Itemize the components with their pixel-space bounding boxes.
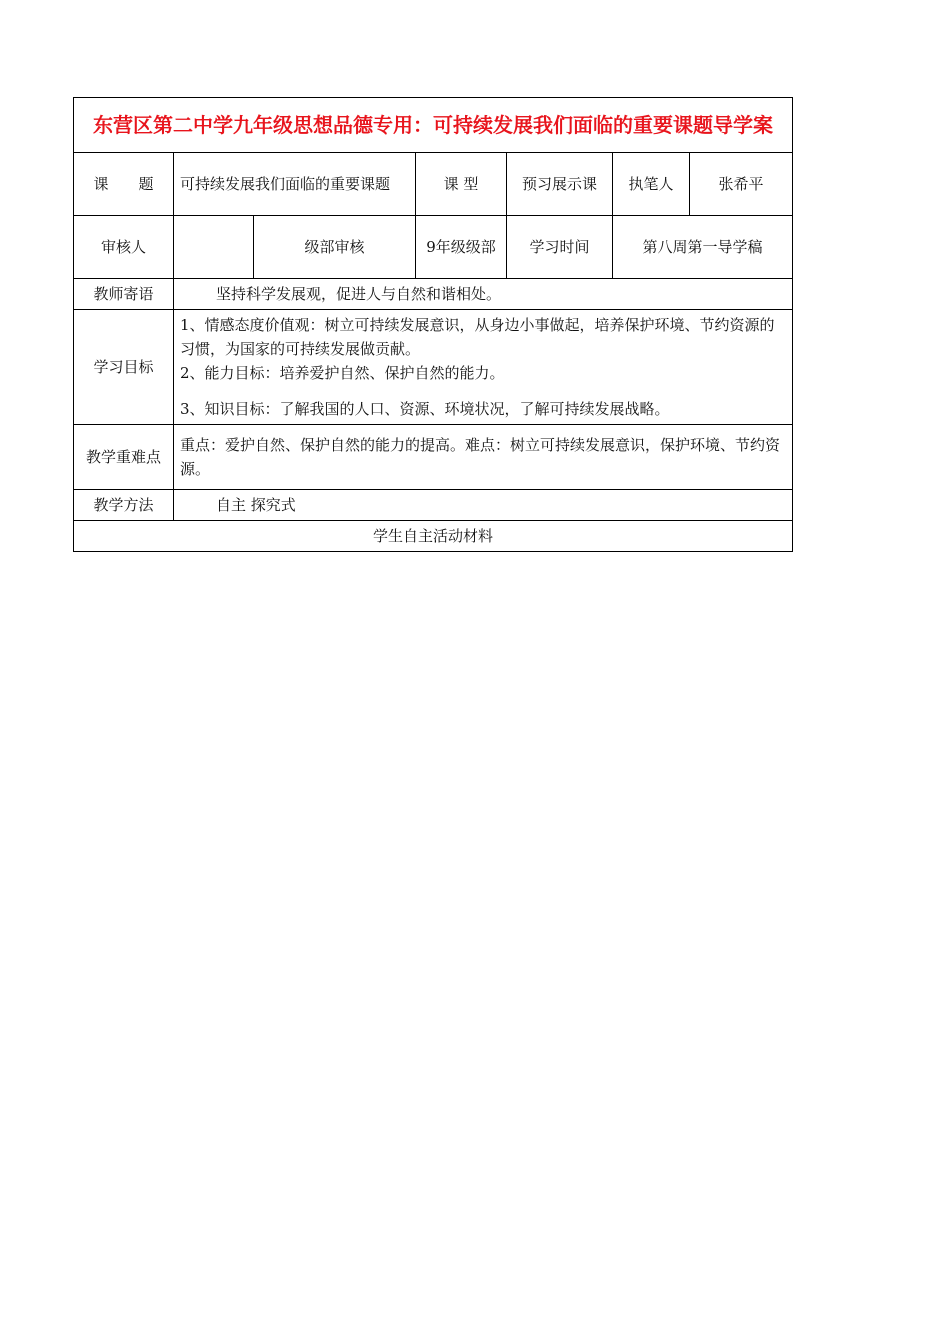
study-time-label: 学习时间 <box>507 216 613 279</box>
key-points-value: 重点：爱护自然、保护自然的能力的提高。难点：树立可持续发展意识，保护环境、节约资源。 <box>174 425 793 490</box>
learning-goals-row <box>74 310 793 425</box>
lesson-plan-table <box>73 97 793 552</box>
topic-value: 可持续发展我们面临的重要课题 <box>174 153 416 216</box>
grade-review-value: 9年级级部 <box>416 216 507 279</box>
author-label <box>613 153 690 216</box>
reviewer-label: 审核人 <box>74 216 174 279</box>
material-row <box>74 521 793 552</box>
goal-emotion: 1、情感态度价值观：树立可持续发展意识，从身边小事做起，培养保护环境、节约资源的习惯，为国家的可持续发展做贡献。 <box>180 316 775 358</box>
study-time-value: 第八周第一导学稿 <box>613 216 793 279</box>
author-label-text: 执笔人 <box>628 175 674 193</box>
author-value: 张希平 <box>690 153 793 216</box>
reviewer-value <box>174 216 254 279</box>
review-row <box>74 216 793 279</box>
method-value: 自主 探究式 <box>174 490 793 521</box>
learning-goals-label: 学习目标 <box>74 310 174 425</box>
teacher-words-label: 教师寄语 <box>74 279 174 310</box>
goal-knowledge: 3、知识目标：了解我国的人口、资源、环境状况，了解可持续发展战略。 <box>180 400 670 418</box>
lesson-type-value: 预习展示课 <box>507 153 613 216</box>
document-title: 东营区第二中学九年级思想品德专用：可持续发展我们面临的重要课题导学案 <box>74 98 793 153</box>
goal-ability: 2、能力目标：培养爱护自然、保护自然的能力。 <box>180 364 505 382</box>
method-row <box>74 490 793 521</box>
topic-row <box>74 153 793 216</box>
key-points-label: 教学重难点 <box>74 425 174 490</box>
topic-label: 课 题 <box>74 153 174 216</box>
teacher-words-row <box>74 279 793 310</box>
lesson-plan-document <box>73 97 792 552</box>
lesson-type-label: 课 型 <box>416 153 507 216</box>
material-heading: 学生自主活动材料 <box>74 521 793 552</box>
teacher-words-value: 坚持科学发展观，促进人与自然和谐相处。 <box>174 279 793 310</box>
learning-goals-cell <box>174 310 793 425</box>
title-row <box>74 98 793 153</box>
method-label: 教学方法 <box>74 490 174 521</box>
grade-review-label: 级部审核 <box>254 216 416 279</box>
key-points-row <box>74 425 793 490</box>
